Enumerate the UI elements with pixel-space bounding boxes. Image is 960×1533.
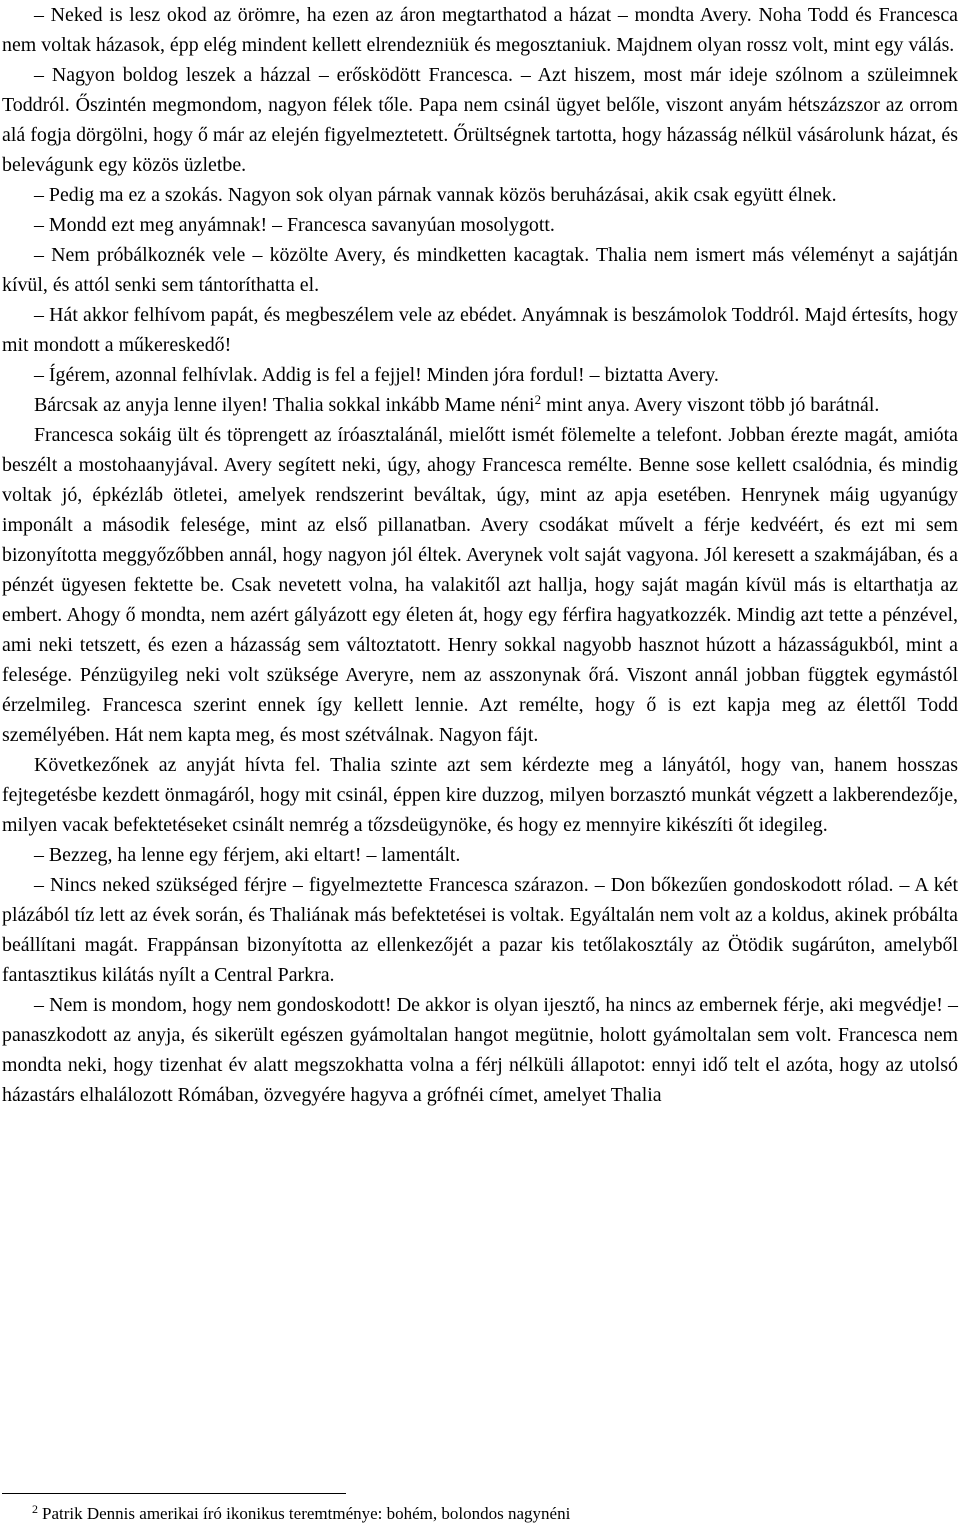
footnote-divider [2,1493,346,1494]
paragraph-3: – Pedig ma ez a szokás. Nagyon sok olyan párnak vannak közös beruházásai, akik csak együtt élnek. [34,184,837,206]
paragraph-4: – Mondd ezt meg anyámnak! – Francesca savanyúan mosolygott. [34,214,555,236]
paragraph-complaint: – Nem is mondom, hogy nem gondoskodott! De akkor is olyan ijesztő, ha nincs az embernek férje, aki megvédje! – panaszkodott az anyja, és sikerült egészen gyámoltalan hangot megütnie, holott gyámoltalan sem volt. Francesca nem mondta neki, hogy tizenhat év alatt megszokhatta volna a férj nélküli állapotot: ennyi idő telt el azóta, hogy az utolsó házastárs elhalálozott Rómában, özvegyére hagyva a grófnéi címet, amelyet Thalia [2,994,958,1106]
body-text [2,0,958,1110]
footnote-mark: 2 [32,1502,38,1516]
paragraph-mother-call: Következőnek az anyját hívta fel. Thalia szinte azt sem kérdezte meg a lányától, hogy van, hanem hosszas fejtegetésbe kezdett önmagáról, hogy mit csinál, éppen kire duzzog, milyen borzasztó munkát végzett a lakberendezője, milyen vacak befektetéseket csinált nemrég a tőzsdeügynöke, és hogy ez mennyire kikészíti őt idegileg. [2,754,958,836]
paragraph-1: – Neked is lesz okod az örömre, ha ezen az áron megtarthatod a házat – mondta Avery. Noha Todd és Francesca nem voltak házasok, épp elég mindent kellett elrendezniük és megosztaniuk. Majdnem olyan rossz volt, mint egy válás. [2,4,958,56]
paragraph-6: – Hát akkor felhívom papát, és megbeszélem vele az ebédet. Anyámnak is beszámolok Toddról. Majd értesíts, hogy mit mondott a műkereskedő! [2,304,958,356]
mame-text-before: Bárcsak az anyja lenne ilyen! Thalia sokkal inkább Mame néni [34,394,535,416]
paragraph-no-husband: – Nincs neked szükséged férjre – figyelmeztette Francesca szárazon. – Don bőkezűen gondoskodott rólad. – A két plázából tíz lett az évek során, és Thaliának más befektetései is voltak. Egyáltalán nem volt az a koldus, akinek próbálta beállítani magát. Frappánsan bizonyította az ellenkezőjét a pazar kis tetőlakosztály az Ötödik sugárúton, amelyből fantasztikus kilátás nyílt a Central Parkra. [2,874,958,986]
footnote [32,1502,932,1526]
paragraph-lament: – Bezzeg, ha lenne egy férjem, aki eltart! – lamentált. [34,844,461,866]
paragraph-2: – Nagyon boldog leszek a házzal – erősködött Francesca. – Azt hiszem, most már ideje szólnom a szüleimnek Toddról. Őszintén megmondom, nagyon félek tőle. Papa nem csinál ügyet belőle, viszont anyám hétszázszor az orrom alá fogja dörgölni, hogy ő már az elején figyelmeztetett. Őrültségnek tartotta, hogy házasság nélkül vásárolunk házat, és belevágunk egy közös üzletbe. [2,64,958,176]
paragraph-5: – Nem próbálkoznék vele – közölte Avery, és mindketten kacagtak. Thalia nem ismert más véleményt a sajátján kívül, és attól senki sem tántoríthatta el. [2,244,958,296]
paragraph-francesca: Francesca sokáig ült és töprengett az íróasztalánál, mielőtt ismét fölemelte a telefont. Jobban érezte magát, amióta beszélt a mostohaanyjával. Avery segített neki, úgy, ahogy Francesca remélte. Benne sose kellett csalódnia, és mindig voltak jó, épkézláb ötletei, amelyek rendszerint beváltak, úgy, mint az apja esetében. Henrynek máig ugyanúgy imponált a második felesége, mint az első pillanatban. Avery csodákat művelt a férje kedvéért, és ezt mi sem bizonyította meggyőzőbben annál, hogy nagyon jól éltek. Averynek volt saját vagyona. Jól keresett a szakmájában, és a pénzét ügyesen fektette be. Csak nevetett volna, ha valakitől azt hallja, hogy saját magán kívül más is eltarthatja az embert. Ahogy ő mondta, nem azért gályázott egy életen át, hogy egy férfira hagyatkozzék. Mindig azt tette a pénzével, ami neki tetszett, és ezen a házasság sem változtatott. Henry sokkal nagyobb hasznot húzott a házasságukból, mint a felesége. Pénzügyileg neki volt szüksége Averyre, nem az asszonynak őrá. Viszont annál jobban függtek egymástól érzelmileg. Francesca szerint ennek így kellett lennie. Azt remélte, hogy ő is ezt kapja meg az élettől Todd személyében. Hát nem kapta meg, és most szétválnak. Nagyon fájt. [2,424,958,746]
footnote-text: Patrik Dennis amerikai író ikonikus teremtménye: bohém, bolondos nagynéni [42,1504,571,1523]
paragraph-mame [2,390,958,420]
footnote-reference[interactable]: 2 [534,392,542,407]
paragraph-7: – Ígérem, azonnal felhívlak. Addig is fel a fejjel! Minden jóra fordul! – biztatta Avery. [34,364,719,386]
mame-text-after: mint anya. Avery viszont több jó barátnál. [541,394,880,416]
